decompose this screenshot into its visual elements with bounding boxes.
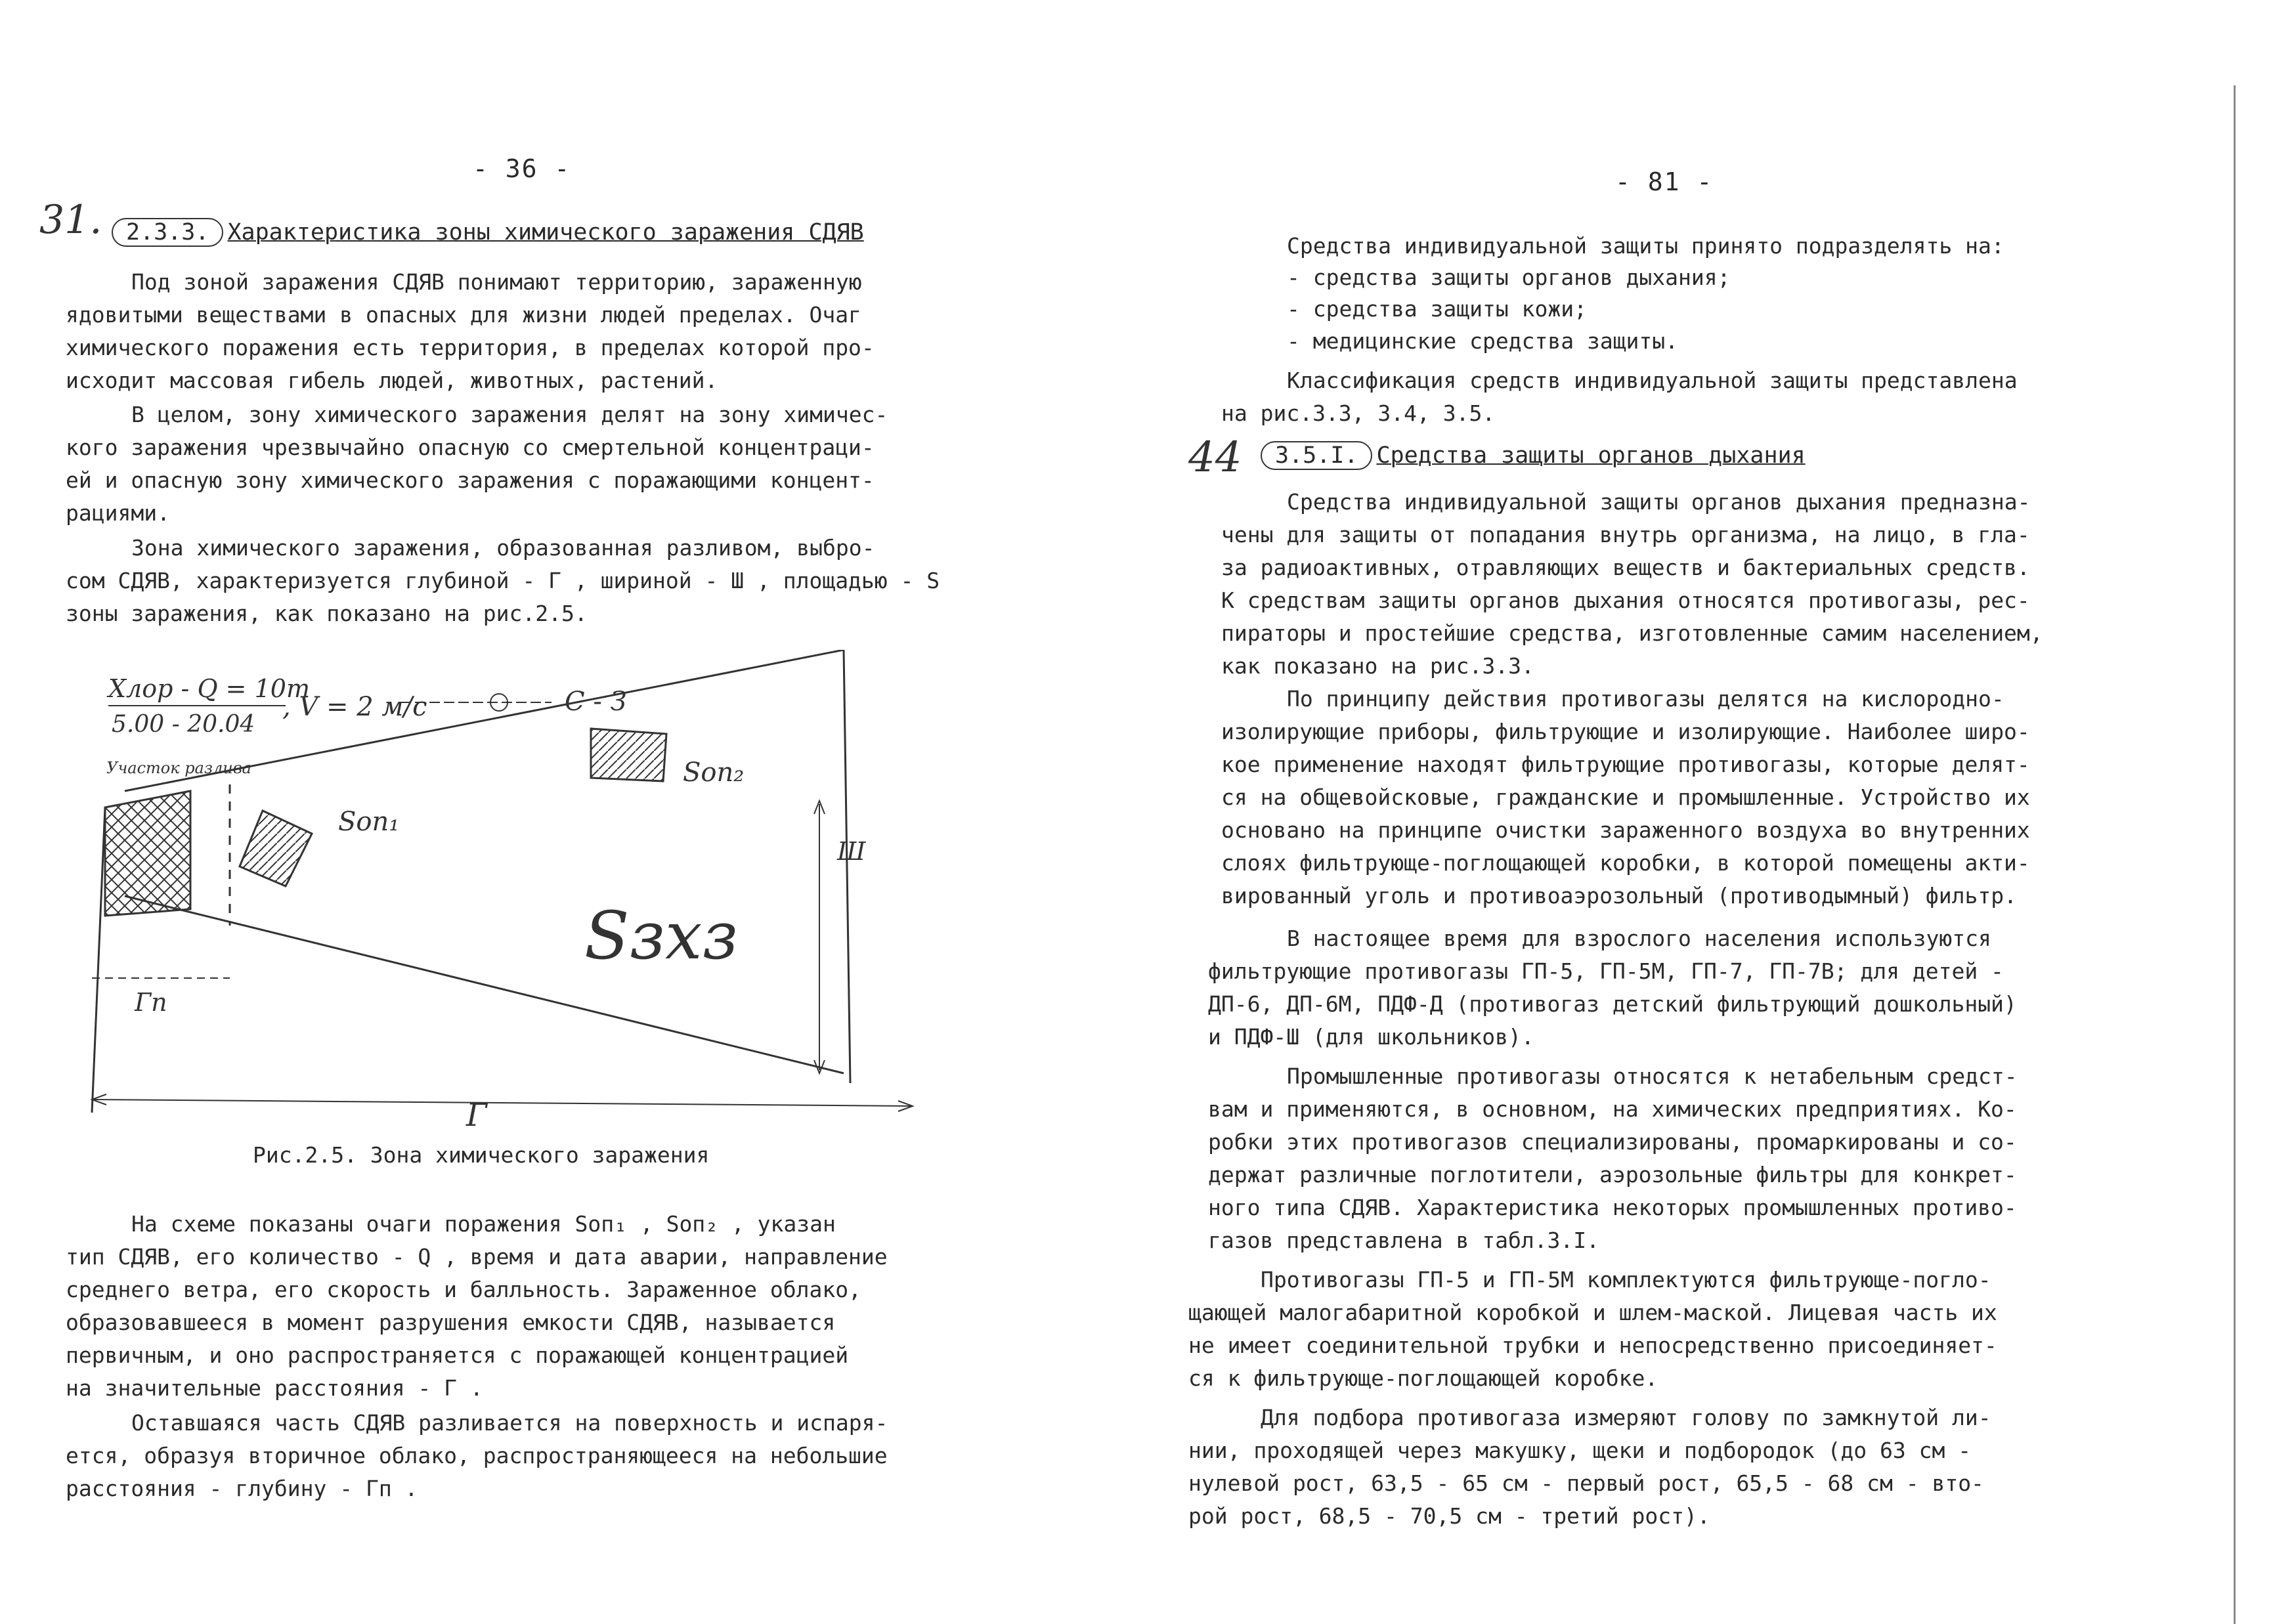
contamination-zone-figure <box>66 650 945 1136</box>
figure-caption: Рис.2.5. Зона химического заражения <box>253 1142 710 1168</box>
section-heading <box>1261 441 1806 470</box>
text-line: как показано на рис.3.3. <box>1221 653 1534 679</box>
section-heading <box>112 218 864 247</box>
figure-label: Ш <box>837 837 866 866</box>
text-line: кое применение находят фильтрующие противогазы, которые делят- <box>1221 752 2030 777</box>
figure-label: , V = 2 м/с <box>282 692 427 722</box>
page-number: - 81 - <box>1615 167 1714 196</box>
text-line: ся к фильтрующе-поглощающей коробке. <box>1188 1365 1658 1391</box>
text-line: ядовитыми веществами в опасных для жизни людей пределах. Очаг <box>66 302 861 328</box>
text-line: химического поражения есть территория, в пределах которой про- <box>66 335 875 360</box>
figure-label: С - З <box>565 687 627 717</box>
text-line: зоны заражения, как показано на рис.2.5. <box>66 601 588 626</box>
text-line: расстояния - глубину - Гп . <box>66 1476 418 1501</box>
text-line: среднего ветра, его скорость и балльность. Зараженное облако, <box>66 1277 861 1302</box>
depth-arrow <box>92 1100 913 1106</box>
text-line: В настоящее время для взрослого населения используются <box>1287 926 1991 951</box>
text-line: Оставшаяся часть СДЯВ разливается на поверхность и испаря- <box>131 1410 888 1436</box>
figure-label: Хлор - Q = 10т <box>108 674 310 703</box>
text-line: Под зоной заражения СДЯВ понимают территорию, зараженную <box>131 269 862 295</box>
zone-near-boundary <box>92 807 105 1113</box>
text-line: Для подбора противогаза измеряют голову по замкнутой ли- <box>1261 1405 1991 1430</box>
text-line: Средства индивидуальной защиты органов дыхания предназна- <box>1287 489 2031 515</box>
handwritten-margin-mark: 44 <box>1188 433 1242 482</box>
section-title: Средства защиты органов дыхания <box>1376 442 1806 469</box>
text-line: Промышленные противогазы относятся к нетабельным средст- <box>1287 1063 2018 1089</box>
figure-label: Участок разлива <box>106 759 251 777</box>
text-line: щающей малогабаритной коробкой и шлем-маской. Лицевая часть их <box>1188 1300 1997 1325</box>
spill-area-hatched <box>105 791 190 916</box>
text-line: кого заражения чрезвычайно опасную со смертельной концентраци- <box>66 435 875 460</box>
text-line: тип СДЯВ, его количество - Q , время и дата аварии, направление <box>66 1244 888 1270</box>
text-line: газов представлена в табл.3.I. <box>1208 1228 1600 1253</box>
text-line: изолирующие приборы, фильтрующие и изолирующие. Наиболее широ- <box>1221 719 2030 744</box>
text-line: ей и опасную зону химического заражения с поражающими концент- <box>66 467 875 493</box>
text-line: сом СДЯВ, характеризуется глубиной - Г , шириной - Ш , площадью - S <box>66 568 940 593</box>
page-number: - 36 - <box>473 154 571 183</box>
left-page <box>39 0 1156 1624</box>
text-line: ется, образуя вторичное облако, распространяющееся на небольшие <box>66 1443 888 1468</box>
text-line: - средства защиты органов дыхания; <box>1287 265 1731 290</box>
text-line: По принципу действия противогазы делятся на кислородно- <box>1287 686 2004 712</box>
text-line: чены для защиты от попадания внутрь организма, на лицо, в гла- <box>1221 522 2030 547</box>
text-line: Средства индивидуальной защиты принято подразделять на: <box>1287 233 2004 259</box>
text-line: К средствам защиты органов дыхания относятся противогазы, рес- <box>1221 588 2030 613</box>
text-line: пираторы и простейшие средства, изготовленные самим населением, <box>1221 620 2043 646</box>
figure-label: Sоп₁ <box>338 807 400 837</box>
text-line: В целом, зону химического заражения делят на зону химичес- <box>131 402 888 427</box>
section-title: Характеристика зоны химического заражения СДЯВ <box>227 219 864 246</box>
text-line: - медицинские средства защиты. <box>1287 328 1679 354</box>
text-line: рой рост, 68,5 - 70,5 см - третий рост). <box>1188 1503 1710 1529</box>
hazard-patch-1 <box>240 811 312 886</box>
zone-far-boundary <box>844 650 850 1083</box>
text-line: Противогазы ГП-5 и ГП-5М комплектуются фильтрующе-погло- <box>1261 1267 1991 1293</box>
text-line: нии, проходящей через макушку, щеки и подбородок (до 63 см - <box>1188 1438 1972 1463</box>
right-page <box>1156 0 2296 1624</box>
text-line: фильтрующие противогазы ГП-5, ГП-5М, ГП-7, ГП-7В; для детей - <box>1208 958 2004 984</box>
handwritten-margin-mark: 31. <box>39 197 102 243</box>
text-line: слоях фильтрующе-поглощающей коробки, в которой помещены акти- <box>1221 850 2030 876</box>
text-line: робки этих противогазов специализированы, промаркированы и со- <box>1208 1129 2017 1155</box>
text-line: Классификация средств индивидуальной защиты представлена <box>1287 368 2018 393</box>
section-number: 2.3.3. <box>112 218 223 247</box>
figure-label: Гп <box>135 988 167 1017</box>
text-line: основано на принципе очистки зараженного воздуха во внутренних <box>1221 817 2030 843</box>
figure-label: Sзхз <box>584 897 738 974</box>
text-line: ся на общевойсковые, гражданские и промышленные. Устройство их <box>1221 784 2030 810</box>
text-line: ного типа СДЯВ. Характеристика некоторых промышленных противо- <box>1208 1195 2017 1220</box>
text-line: На схеме показаны очаги поражения Sоп₁ , Sоп₂ , указан <box>131 1211 836 1237</box>
text-line: - средства защиты кожи; <box>1287 296 1587 322</box>
text-line: нулевой рост, 63,5 - 65 см - первый рост, 65,5 - 68 см - вто- <box>1188 1470 1984 1496</box>
text-line: на рис.3.3, 3.4, 3.5. <box>1221 400 1496 426</box>
figure-label: Sоп₂ <box>683 758 745 788</box>
figure-label: 5.00 - 20.04 <box>112 711 255 738</box>
text-line: вированный уголь и противоаэрозольный (противодымный) фильтр. <box>1221 883 2017 908</box>
text-line: не имеет соединительной трубки и непосредственно присоединяет- <box>1188 1333 1997 1358</box>
figure-label: Г <box>466 1097 487 1134</box>
text-line: образовавшееся в момент разрушения емкости СДЯВ, называется <box>66 1310 836 1335</box>
text-line: Зона химического заражения, образованная разливом, выбро- <box>131 535 875 561</box>
text-line: исходит массовая гибель людей, животных, растений. <box>66 368 718 393</box>
section-number: 3.5.I. <box>1261 441 1372 470</box>
text-line: за радиоактивных, отравляющих веществ и бактериальных средств. <box>1221 555 2030 580</box>
text-line: рациями. <box>66 500 170 526</box>
text-line: первичным, и оно распространяется с поражающей концентрацией <box>66 1342 849 1368</box>
text-line: ДП-6, ДП-6М, ПДФ-Д (противогаз детский фильтрующий дошкольный) <box>1208 991 2017 1017</box>
text-line: и ПДФ-Ш (для школьников). <box>1208 1024 1534 1050</box>
text-line: держат различные поглотители, аэрозольные фильтры для конкрет- <box>1208 1162 2017 1187</box>
hazard-patch-2 <box>591 729 666 781</box>
text-line: вам и применяются, в основном, на химических предприятиях. Ко- <box>1208 1096 2017 1122</box>
text-line: на значительные расстояния - Г . <box>66 1375 483 1401</box>
